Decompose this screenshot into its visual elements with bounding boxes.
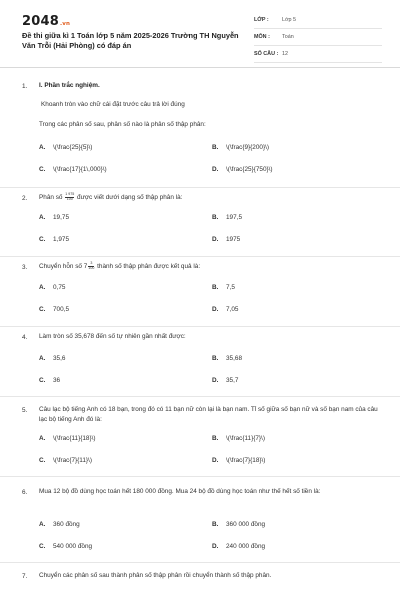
option-text: \(\frac{7}{11}\) (53, 457, 92, 464)
option-text: 360 000 đồng (226, 521, 266, 528)
option-letter: C. (39, 306, 46, 313)
logo-main: 2048 (22, 14, 59, 29)
option-c[interactable] (39, 457, 92, 464)
option-letter: D. (212, 377, 219, 384)
question-text: Câu lạc bộ tiếng Anh có 18 bạn, trong đó có 11 bạn nữ còn lại là bạn nam. Tỉ số giữa số bạn nữ và số bạn nam của câu lạc bộ tiếng Anh đó là: (39, 406, 378, 423)
question-number: 7. (22, 573, 28, 580)
option-text: 35,6 (53, 355, 66, 362)
question-text: Làm tròn số 35,678 đến số tự nhiên gần nhất được: (39, 333, 186, 340)
option-letter: C. (39, 236, 46, 243)
option-letter: B. (212, 214, 219, 221)
option-c[interactable] (39, 306, 69, 313)
inline-fraction (88, 262, 94, 270)
option-b[interactable] (212, 144, 269, 151)
option-b[interactable] (212, 355, 242, 362)
option-letter: A. (39, 435, 46, 442)
option-letter: B. (212, 435, 219, 442)
question-4 (0, 327, 400, 397)
question-number: 2. (22, 195, 28, 202)
option-d[interactable] (212, 457, 265, 464)
option-a[interactable] (39, 214, 69, 221)
option-text: 1,975 (53, 236, 69, 243)
option-letter: D. (212, 306, 219, 313)
option-b[interactable] (212, 435, 265, 442)
fraction-denominator: 100 (66, 196, 73, 201)
option-text: 35,68 (226, 355, 242, 362)
fraction-numerator: 1 975 (65, 192, 75, 197)
option-letter: A. (39, 284, 46, 291)
question-text: Mua 12 bộ đồ dùng học toán hết 180 000 đồng. Mua 24 bộ đồ dùng học toán như thế hết số tiền là: (39, 488, 321, 495)
question-number: 5. (22, 407, 28, 414)
question-1 (0, 68, 400, 188)
option-text: 19,75 (53, 214, 69, 221)
meta-value: Toán (282, 34, 294, 40)
option-a[interactable] (39, 521, 80, 528)
question-number: 1. (22, 83, 28, 90)
question-text-before: Phân số (39, 194, 63, 201)
option-text: 240 000 đồng (226, 543, 266, 550)
inline-fraction (65, 193, 74, 201)
option-letter: D. (212, 457, 219, 464)
question-2 (0, 188, 400, 257)
fraction-denominator: 100 (88, 265, 95, 270)
option-c[interactable] (39, 166, 107, 173)
meta-key: SỐ CÂU : (254, 51, 279, 57)
option-letter: B. (212, 284, 219, 291)
page-header (0, 0, 400, 68)
option-letter: C. (39, 377, 46, 384)
option-letter: B. (212, 355, 219, 362)
question-text: Trong các phân số sau, phân số nào là phân số thập phân: (39, 121, 206, 128)
question-text (39, 262, 384, 272)
question-6 (0, 477, 400, 563)
option-text: \(\frac{25}{750}\) (226, 166, 273, 173)
option-c[interactable] (39, 543, 92, 550)
section-heading: I. Phần trắc nghiệm. (39, 82, 100, 89)
question-number: 3. (22, 264, 28, 271)
option-text: \(\frac{17}{1\,000}\) (53, 166, 107, 173)
option-b[interactable] (212, 214, 242, 221)
option-letter: B. (212, 521, 219, 528)
option-d[interactable] (212, 377, 238, 384)
document-title: Đề thi giữa kì 1 Toán lớp 5 năm 2025-2026 Trường TH Nguyễn Văn Trỗi (Hải Phòng) có đáp án (22, 31, 239, 51)
option-text: 540 000 đồng (53, 543, 93, 550)
option-d[interactable] (212, 306, 238, 313)
option-text: 360 đồng (53, 521, 80, 528)
option-text: \(\frac{25}{5}\) (53, 144, 93, 151)
option-text: \(\frac{11}{18}\) (53, 435, 96, 442)
question-text-after: thành số thập phân được kết quả là: (97, 263, 201, 270)
option-text: 700,5 (53, 306, 69, 313)
option-text: 35,7 (226, 377, 239, 384)
option-text: 1975 (226, 236, 241, 243)
option-letter: D. (212, 543, 219, 550)
option-letter: C. (39, 543, 46, 550)
question-text-after: được viết dưới dạng số thập phân là: (77, 194, 183, 201)
question-3 (0, 257, 400, 327)
option-text: \(\frac{7}{18}\) (226, 457, 266, 464)
option-d[interactable] (212, 543, 265, 550)
option-d[interactable] (212, 236, 240, 243)
question-text (39, 193, 384, 203)
option-b[interactable] (212, 284, 235, 291)
option-b[interactable] (212, 521, 265, 528)
fraction-numerator: 3 (90, 261, 93, 266)
option-letter: A. (39, 144, 46, 151)
question-number: 4. (22, 334, 28, 341)
meta-row-class (254, 12, 382, 29)
meta-key: MÔN : (254, 34, 270, 40)
meta-key: LỚP : (254, 17, 269, 23)
option-text: 7,05 (226, 306, 239, 313)
option-text: \(\frac{11}{7}\) (226, 435, 265, 442)
question-7 (0, 563, 400, 600)
meta-value: Lớp 5 (282, 17, 297, 23)
option-text: 7,5 (226, 284, 235, 291)
question-number: 6. (22, 489, 28, 496)
option-text: 197,5 (226, 214, 242, 221)
meta-row-count (254, 46, 382, 63)
option-text: 0,75 (53, 284, 66, 291)
option-c[interactable] (39, 236, 69, 243)
meta-value: 12 (282, 51, 288, 57)
option-text: 36 (53, 377, 61, 384)
option-letter: A. (39, 355, 46, 362)
question-5 (0, 397, 400, 477)
logo-suffix: .vn (59, 21, 71, 27)
option-letter: D. (212, 166, 219, 173)
option-letter: C. (39, 166, 46, 173)
option-a[interactable] (39, 435, 96, 442)
option-d[interactable] (212, 166, 273, 173)
option-letter: D. (212, 236, 219, 243)
meta-table (254, 12, 382, 63)
option-text: \(\frac{9}{200}\) (226, 144, 269, 151)
option-letter: C. (39, 457, 46, 464)
option-c[interactable] (39, 377, 60, 384)
question-text-before: Chuyển hỗn số 7 (39, 263, 88, 270)
instruction-text: Khoanh tròn vào chữ cái đặt trước câu trả lời đúng (41, 101, 185, 108)
site-logo[interactable] (22, 14, 70, 29)
option-letter: A. (39, 521, 46, 528)
option-letter: B. (212, 144, 219, 151)
question-text: Chuyển các phân số sau thành phân số thập phân rồi chuyển thành số thập phân. (39, 572, 272, 579)
option-a[interactable] (39, 355, 65, 362)
meta-row-subject (254, 29, 382, 46)
option-a[interactable] (39, 144, 92, 151)
option-letter: A. (39, 214, 46, 221)
option-a[interactable] (39, 284, 65, 291)
